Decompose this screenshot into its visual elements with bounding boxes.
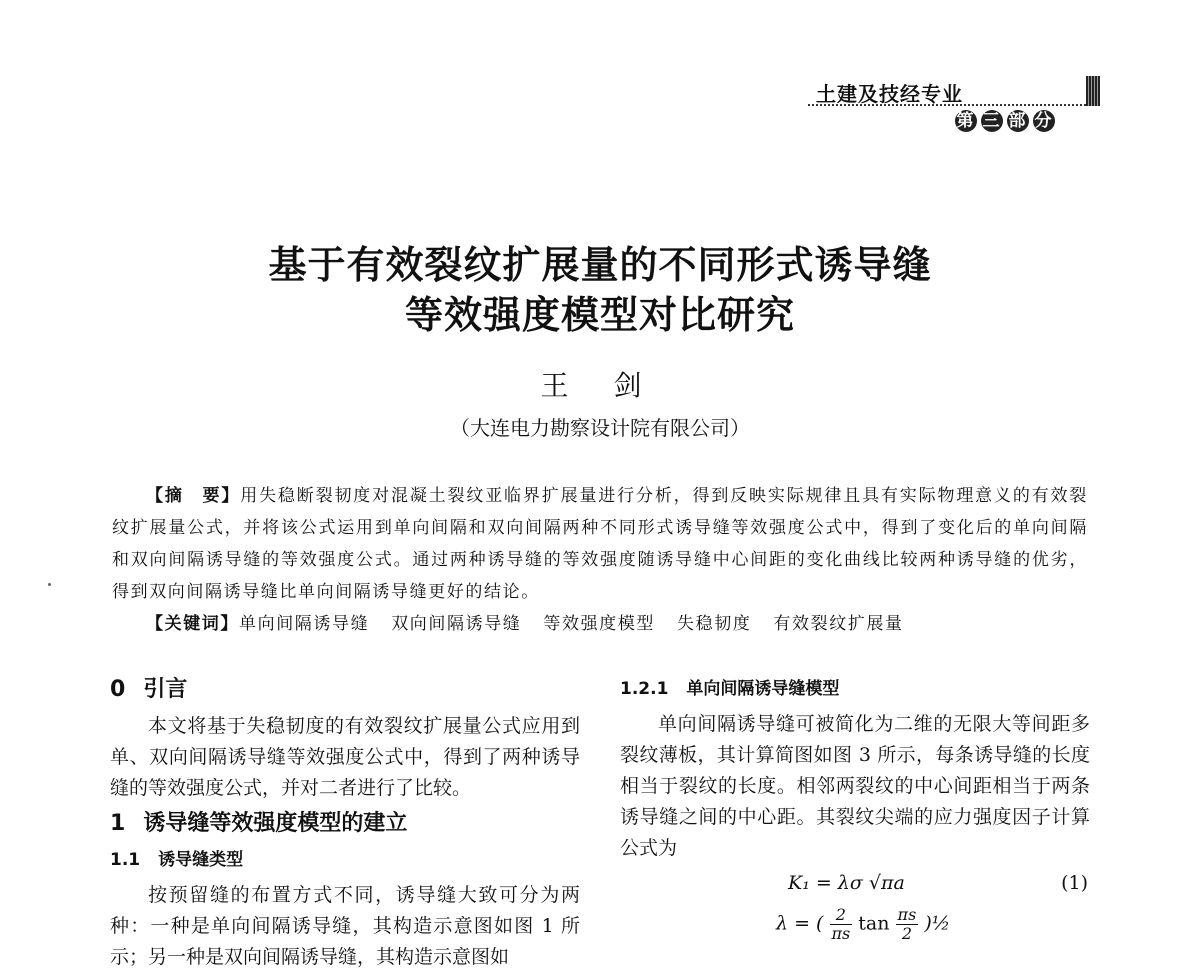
journal-section-header: 土建及技经专业: [816, 82, 963, 106]
abstract-text: 用失稳断裂韧度对混凝土裂纹亚临界扩展量进行分析，得到反映实际规律且具有实际物理意义的有效裂纹扩展量公式，并将该公式运用到单向间隔和双向间隔两种不同形式诱导缝等效强度公式中，得到了变化后的单向间隔和双向间隔诱导缝的等效强度公式。通过两种诱导缝的等效强度随诱导缝中心间距的变化曲线比较两种诱导缝的优劣，得到双向间隔诱导缝比单向间隔诱导缝更好的结论。: [112, 486, 1089, 602]
keyword: 双向间隔诱导缝: [391, 614, 522, 634]
header-edge-bar: [1086, 76, 1100, 106]
eq2-fraction-2: [896, 906, 919, 943]
eq2-lhs: λ = (: [776, 912, 824, 935]
keyword: 失稳韧度: [677, 614, 752, 634]
section-number: 1.1: [110, 850, 141, 870]
left-column: [110, 674, 580, 973]
intro-paragraph: 本文将基于失稳韧度的有效裂纹扩展量公式应用到单、双向间隔诱导缝等效强度公式中，得到了两种诱导缝的等效强度公式，并对二者进行了比较。: [110, 715, 580, 799]
part-badge-char: 第: [956, 111, 976, 131]
equation-2-body: [776, 906, 950, 943]
equation-1-body: K₁ = λσ √πa: [788, 872, 905, 894]
paper-title-line2: 等效强度模型对比研究: [404, 293, 795, 337]
abstract-paragraph: [112, 480, 1088, 608]
eq2-frac-num: 2: [830, 906, 853, 925]
model-paragraph: 单向间隔诱导缝可被简化为二维的无限大等间距多裂纹薄板，其计算简图如图 3 所示，每条诱导缝的长度相当于裂纹的长度。相邻两裂纹的中心间距相当于两条诱导缝之间的中心距。其裂纹尖端的应力强度因子计算公式为: [620, 713, 1090, 859]
eq2-frac2-num: πs: [897, 905, 917, 924]
section-title: 诱导缝等效强度模型的建立: [143, 811, 408, 836]
part-badge: [955, 110, 1059, 132]
section-heading-1: [110, 808, 580, 839]
section-number: 0: [110, 677, 126, 702]
affiliation: （大连电力勘察设计院有限公司）: [450, 416, 750, 440]
keyword: 有效裂纹扩展量: [773, 614, 904, 634]
part-badge-char: 部: [1008, 111, 1028, 131]
author: 王 剑: [540, 369, 660, 402]
eq2-frac2-den: 2: [901, 924, 912, 943]
section-number: 1.2.1: [620, 679, 669, 699]
right-column: [620, 674, 1090, 952]
header-dotted-rule: [808, 104, 1086, 106]
abstract-block: [112, 480, 1088, 640]
types-paragraph: 按预留缝的布置方式不同，诱导缝大致可分为两种：一种是单向间隔诱导缝，其构造示意图如图 1 所示；另一种是双向间隔诱导缝，其构造示意图如: [110, 884, 580, 968]
part-badge-char: 三: [982, 111, 1002, 131]
eq2-fraction: [830, 906, 853, 943]
eq2-rhs: )½: [924, 912, 951, 935]
abstract-label: 【摘 要】: [146, 486, 241, 506]
keywords-label: 【关键词】: [146, 614, 239, 634]
section-number: 1: [110, 811, 126, 836]
section-title: 引言: [143, 677, 188, 702]
eq2-frac-den: πs: [831, 924, 851, 943]
keyword: 等效强度模型: [543, 614, 656, 634]
scan-speck: [48, 583, 51, 586]
equation-2: [620, 904, 1090, 952]
eq2-tan: tan: [858, 912, 890, 935]
equation-1-label: (1): [1061, 872, 1088, 894]
subsection-heading-1-1: [110, 845, 580, 876]
part-badge-char: 分: [1034, 111, 1054, 131]
keywords-line: [112, 608, 1088, 640]
equation-1: [620, 864, 1090, 904]
section-title: 单向间隔诱导缝模型: [686, 679, 840, 699]
subsection-heading-1-2-1: [620, 674, 1090, 705]
section-title: 诱导缝类型: [158, 850, 244, 870]
paper-title-line1: 基于有效裂纹扩展量的不同形式诱导缝: [268, 243, 932, 287]
keyword: 单向间隔诱导缝: [239, 614, 370, 634]
section-heading-0: [110, 674, 580, 705]
